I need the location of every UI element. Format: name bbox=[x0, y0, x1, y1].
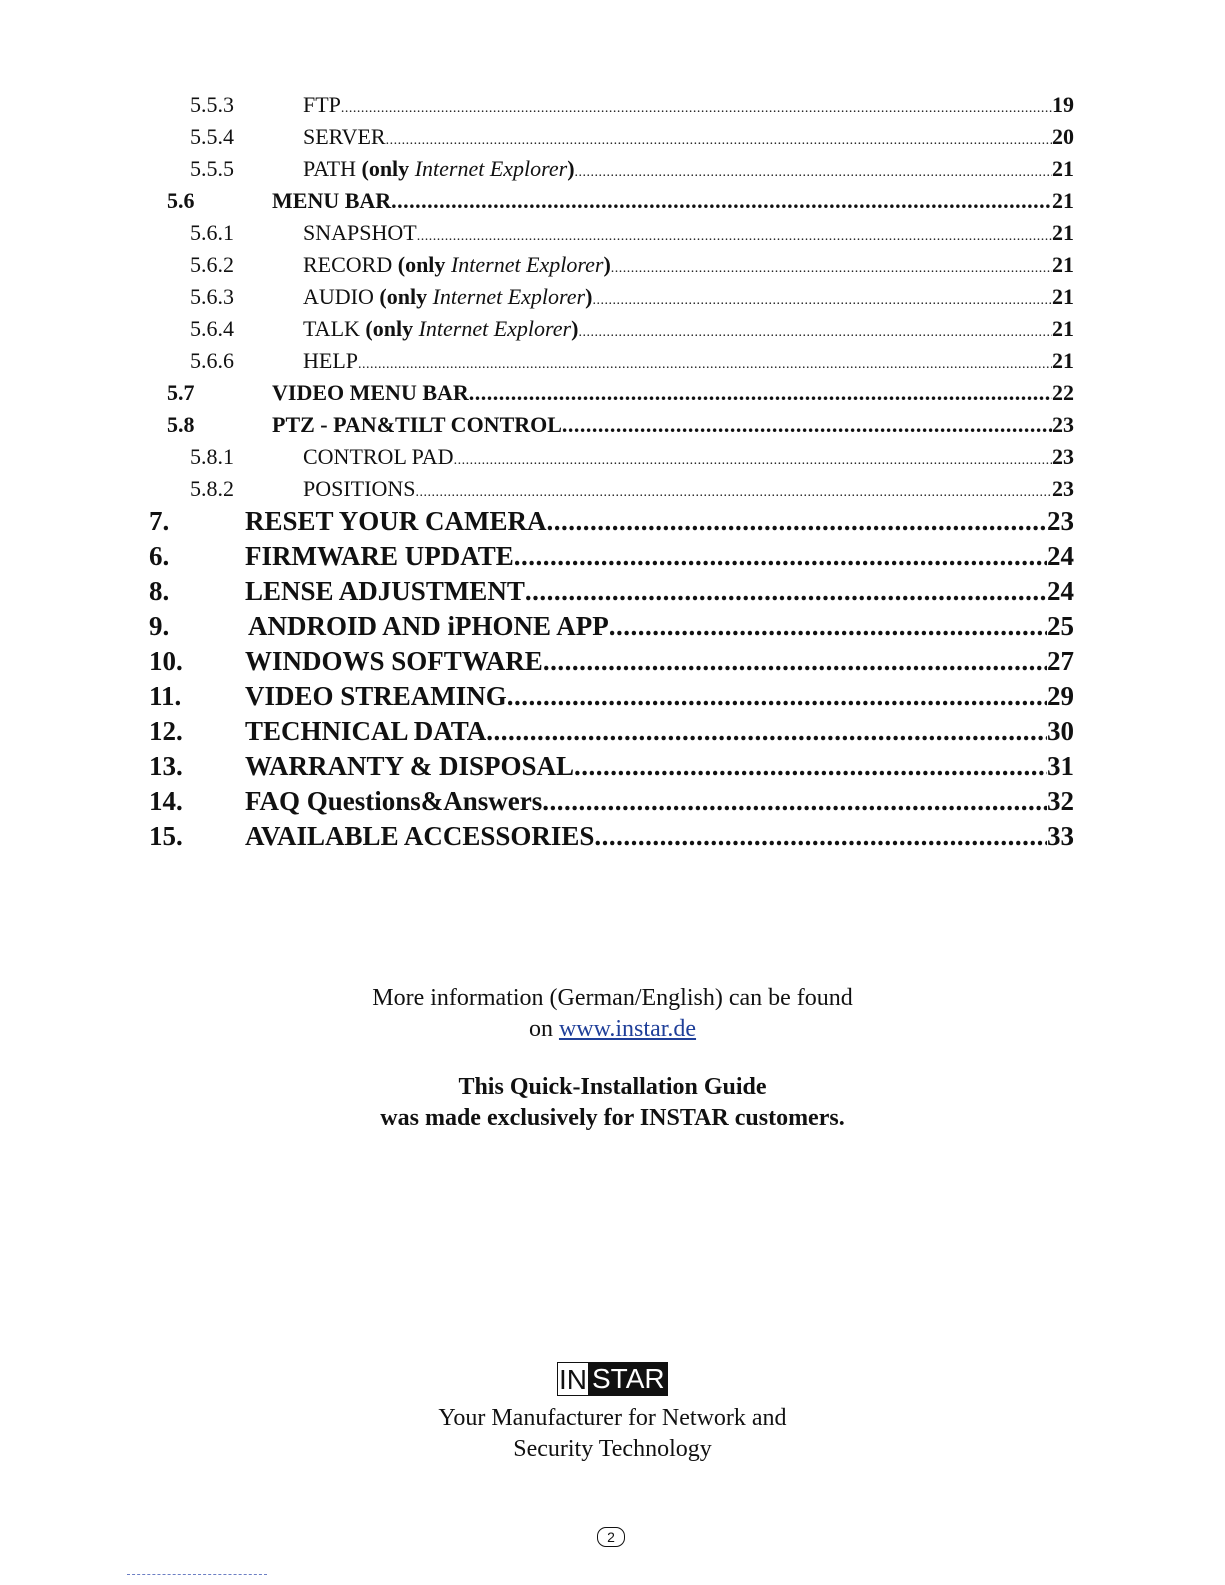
toc-note-close: ) bbox=[567, 156, 575, 181]
toc-title: WARRANTY & DISPOSAL bbox=[245, 751, 575, 781]
toc-leader-dots bbox=[594, 821, 1047, 852]
toc-number: 5.6.3 bbox=[190, 284, 234, 309]
toc-page: 32 bbox=[1047, 786, 1074, 816]
toc-number: 7. bbox=[149, 506, 170, 536]
toc-note-close: ) bbox=[585, 284, 593, 309]
toc-page: 24 bbox=[1047, 541, 1074, 571]
tagline-line-1: Your Manufacturer for Network and bbox=[438, 1405, 787, 1431]
toc-page: 23 bbox=[1047, 506, 1074, 536]
toc-number: 5.6.4 bbox=[190, 316, 234, 341]
toc-number: 5.8.1 bbox=[190, 444, 234, 469]
toc-page: 23 bbox=[1052, 444, 1074, 469]
toc-leader-dots bbox=[547, 506, 1047, 537]
toc-number: 10. bbox=[149, 646, 183, 676]
toc-number: 5.6 bbox=[167, 188, 195, 213]
toc-title: MENU BAR bbox=[272, 188, 392, 213]
toc-number: 9. bbox=[149, 611, 170, 641]
toc-leader-dots bbox=[486, 716, 1047, 747]
toc-number: 6. bbox=[149, 541, 170, 571]
toc-number: 5.7 bbox=[167, 380, 195, 405]
toc-leader-dots bbox=[358, 357, 1052, 373]
toc-row[interactable] bbox=[0, 541, 1225, 576]
toc-leader-dots bbox=[543, 646, 1047, 677]
toc-row[interactable] bbox=[0, 821, 1225, 856]
toc-leader-dots bbox=[415, 485, 1052, 501]
toc-leader-dots bbox=[514, 541, 1047, 572]
toc-leader-dots bbox=[391, 188, 1052, 214]
toc-note-close: ) bbox=[603, 252, 611, 277]
toc-note-open: (only bbox=[397, 252, 451, 277]
toc-row[interactable] bbox=[0, 476, 1225, 508]
toc-title: SERVER bbox=[303, 124, 386, 149]
toc-leader-dots bbox=[454, 453, 1052, 469]
info-line: More information (German/English) can be found bbox=[372, 985, 853, 1011]
toc-leader-dots bbox=[562, 412, 1052, 438]
toc-leader-dots bbox=[386, 133, 1052, 149]
toc-number: 5.6.6 bbox=[190, 348, 234, 373]
toc-row[interactable] bbox=[0, 156, 1225, 188]
toc-page: 23 bbox=[1052, 412, 1074, 437]
toc-number: 8. bbox=[149, 576, 170, 606]
toc-title: RESET YOUR CAMERA bbox=[245, 506, 547, 536]
info-text bbox=[0, 985, 1225, 1043]
toc-row[interactable] bbox=[0, 786, 1225, 821]
toc-number: 5.8 bbox=[167, 412, 195, 437]
toc-note-italic: Internet Explorer bbox=[450, 252, 604, 277]
toc-number: 11. bbox=[149, 681, 182, 711]
logo-part-star: STAR bbox=[589, 1362, 668, 1396]
toc-title: AVAILABLE ACCESSORIES bbox=[245, 821, 595, 851]
toc-leader-dots bbox=[611, 261, 1052, 277]
toc-leader-dots bbox=[575, 165, 1052, 181]
toc-number: 5.8.2 bbox=[190, 476, 234, 501]
toc-row[interactable] bbox=[0, 716, 1225, 751]
toc-number: 5.6.1 bbox=[190, 220, 234, 245]
guide-line-1: This Quick-Installation Guide bbox=[458, 1074, 767, 1100]
toc-number: 13. bbox=[149, 751, 183, 781]
guide-note bbox=[0, 1074, 1225, 1132]
toc-page: 22 bbox=[1052, 380, 1074, 405]
toc-title: SNAPSHOT bbox=[303, 220, 417, 245]
toc-number: 5.5.3 bbox=[190, 92, 234, 117]
toc-leader-dots bbox=[609, 611, 1047, 642]
toc-page: 21 bbox=[1052, 156, 1074, 181]
guide-line-2: was made exclusively for INSTAR customers. bbox=[380, 1105, 845, 1131]
toc-leader-dots bbox=[525, 576, 1047, 607]
instar-logo bbox=[557, 1362, 668, 1396]
toc-title: HELP bbox=[303, 348, 358, 373]
toc-title: RECORD bbox=[303, 252, 398, 277]
toc-number: 15. bbox=[149, 821, 183, 851]
toc-page: 27 bbox=[1047, 646, 1074, 676]
toc-row[interactable] bbox=[0, 348, 1225, 380]
toc-page: 33 bbox=[1047, 821, 1074, 851]
website-link[interactable]: www.instar.de bbox=[558, 1016, 697, 1042]
toc-page: 29 bbox=[1047, 681, 1074, 711]
toc-page: 19 bbox=[1052, 92, 1074, 117]
toc-number: 12. bbox=[149, 716, 183, 746]
toc-title: POSITIONS bbox=[303, 476, 416, 501]
toc-row[interactable] bbox=[0, 220, 1225, 252]
toc-title: VIDEO MENU BAR bbox=[272, 380, 469, 405]
toc-row[interactable] bbox=[0, 576, 1225, 611]
toc-note-italic: Internet Explorer bbox=[432, 284, 586, 309]
toc-title: PATH bbox=[303, 156, 362, 181]
toc-row[interactable] bbox=[0, 92, 1225, 124]
toc-note-open: (only bbox=[361, 156, 415, 181]
toc-leader-dots bbox=[417, 229, 1052, 245]
toc-number: 5.6.2 bbox=[190, 252, 234, 277]
toc-page: 30 bbox=[1047, 716, 1074, 746]
toc-row[interactable] bbox=[0, 444, 1225, 476]
toc-page: 21 bbox=[1052, 348, 1074, 373]
toc-row[interactable] bbox=[0, 611, 1225, 646]
toc-row[interactable] bbox=[0, 252, 1225, 284]
toc-title: FTP bbox=[303, 92, 341, 117]
info-on: on bbox=[528, 1016, 559, 1042]
toc-note-open: (only bbox=[365, 316, 419, 341]
toc-title: WINDOWS SOFTWARE bbox=[245, 646, 543, 676]
toc-note-italic: Internet Explorer bbox=[418, 316, 572, 341]
toc-page: 20 bbox=[1052, 124, 1074, 149]
toc-leader-dots bbox=[592, 293, 1052, 309]
tagline-line-2: Security Technology bbox=[513, 1436, 712, 1462]
toc-page: 23 bbox=[1052, 476, 1074, 501]
toc-page: 21 bbox=[1052, 284, 1074, 309]
toc-note-close: ) bbox=[571, 316, 579, 341]
toc-page: 21 bbox=[1052, 316, 1074, 341]
toc-title: FIRMWARE UPDATE bbox=[245, 541, 514, 571]
toc-title: TALK bbox=[303, 316, 366, 341]
toc-page: 21 bbox=[1052, 220, 1074, 245]
toc-leader-dots bbox=[469, 380, 1052, 406]
toc-title: VIDEO STREAMING bbox=[245, 681, 507, 711]
toc-row[interactable] bbox=[0, 412, 1225, 444]
toc-row[interactable] bbox=[0, 188, 1225, 220]
toc-title: FAQ Questions&Answers bbox=[245, 786, 543, 816]
toc-number: 5.5.4 bbox=[190, 124, 234, 149]
toc-row[interactable] bbox=[0, 751, 1225, 786]
toc-page: 21 bbox=[1052, 188, 1074, 213]
toc-title: PTZ - PAN&TILT CONTROL bbox=[272, 412, 562, 437]
toc-row[interactable] bbox=[0, 380, 1225, 412]
page-number: 2 bbox=[597, 1527, 625, 1547]
toc-row[interactable] bbox=[0, 284, 1225, 316]
logo-part-in: IN bbox=[559, 1364, 587, 1395]
toc-page: 21 bbox=[1052, 252, 1074, 277]
toc-title: AUDIO bbox=[303, 284, 380, 309]
toc-leader-dots bbox=[578, 325, 1052, 341]
footer-rule bbox=[127, 1574, 267, 1575]
tagline bbox=[0, 1405, 1225, 1463]
toc-note-italic: Internet Explorer bbox=[414, 156, 568, 181]
toc-title: TECHNICAL DATA bbox=[245, 716, 487, 746]
toc-number: 5.5.5 bbox=[190, 156, 234, 181]
toc-leader-dots bbox=[507, 681, 1047, 712]
toc-row[interactable] bbox=[0, 681, 1225, 716]
toc-title: CONTROL PAD bbox=[303, 444, 454, 469]
toc-row[interactable] bbox=[0, 316, 1225, 348]
toc-row[interactable] bbox=[0, 124, 1225, 156]
toc-leader-dots bbox=[341, 101, 1052, 117]
toc-leader-dots bbox=[542, 786, 1047, 817]
toc-title: ANDROID AND iPHONE APP bbox=[248, 611, 609, 641]
toc-page: 31 bbox=[1047, 751, 1074, 781]
toc-row[interactable] bbox=[0, 646, 1225, 681]
toc-note-open: (only bbox=[379, 284, 433, 309]
toc-number: 14. bbox=[149, 786, 183, 816]
toc-leader-dots bbox=[574, 751, 1047, 782]
toc-page: 25 bbox=[1047, 611, 1074, 641]
toc-page: 24 bbox=[1047, 576, 1074, 606]
toc-title: LENSE ADJUSTMENT bbox=[245, 576, 525, 606]
toc-row[interactable] bbox=[0, 506, 1225, 541]
